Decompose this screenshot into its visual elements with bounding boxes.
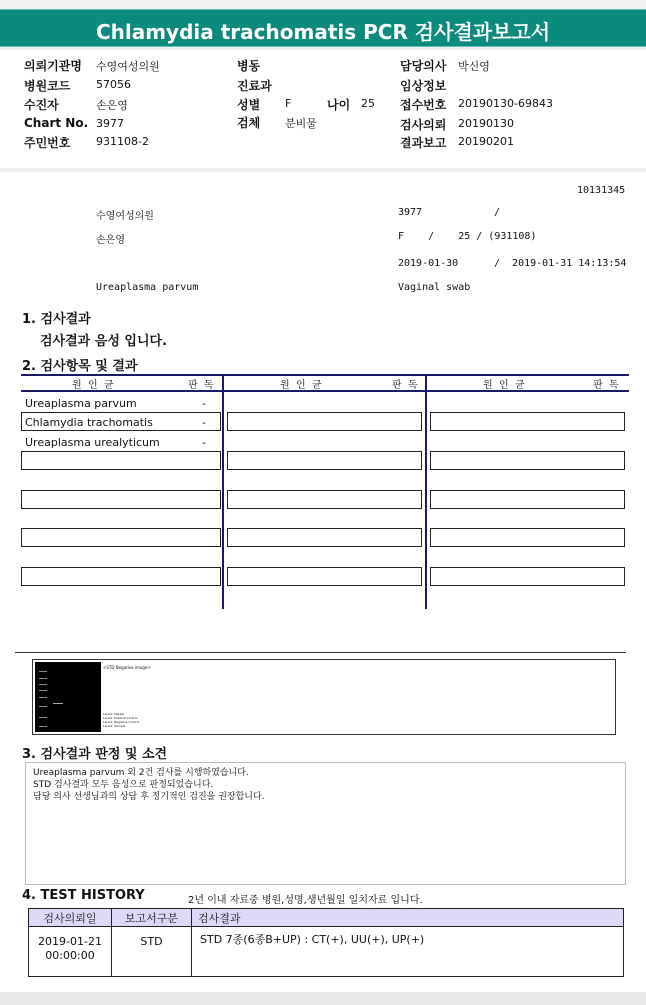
report-number: 10131345 [577,185,626,196]
section1-title: 1. 검사결과 [22,312,91,327]
label-requester: 의뢰기관명 [24,59,82,73]
empty-cell [430,451,625,470]
sheet-chart: 3977 [398,207,423,218]
empty-cell [21,528,221,547]
value-specimen: 분비물 [285,117,317,130]
value-hospital-code: 57056 [96,78,131,91]
value-requester: 수영여성의원 [96,60,160,73]
opinion-line: STD 검사결과 모두 음성으로 판정되었습니다. [33,780,214,790]
sheet-organism: Ureaplasma parvum [96,282,199,293]
history-header-date: 검사의뢰일 [29,909,112,927]
footer-strip [0,992,646,1005]
value-chart-no: 3977 [96,117,124,130]
history-header-row [29,909,624,927]
gel-legend-item: Lane2: Positive Control [103,716,138,720]
value-doctor: 박신영 [458,60,490,73]
label-request-date: 검사의뢰 [400,118,447,132]
sheet-specimen: Vaginal swab [398,282,471,293]
sheet-hospital: 수영여성의원 [96,211,154,222]
empty-cell [430,490,625,509]
col-header-result-3: 판 독 [593,380,619,391]
history-header-result: 검사결과 [192,909,624,927]
label-hospital-code: 병원코드 [24,79,71,93]
value-request-date: 20190130 [458,117,514,130]
result-row-value: - [202,436,206,449]
label-report-date: 결과보고 [400,136,447,150]
header-info [0,50,646,168]
section3-title: 3. 검사결과 판정 및 소견 [22,747,168,762]
sheet-patient: 손은영 [96,235,125,246]
empty-cell [430,567,625,586]
opinion-box [25,762,626,885]
result-row-name: Ureaplasma urealyticum [25,436,160,449]
gel-image-frame [32,659,616,735]
col-header-organism-3: 원 인 균 [483,380,525,391]
section4-title: 4. TEST HISTORY [22,888,145,903]
label-doctor: 담당의사 [400,59,447,73]
divider [15,652,626,653]
opinion-text [33,767,265,803]
sheet-date-received: 2019-01-30 [398,258,459,269]
opinion-line: Ureaplasma parvum 외 2건 검사를 시행하였습니다. [33,768,249,778]
label-patient: 수진자 [24,98,59,112]
label-resident-no: 주민번호 [24,136,71,150]
value-sex: F [285,97,292,110]
empty-cell [21,567,221,586]
empty-cell [227,412,422,431]
sheet-sex-age: F / 25 / (931108) [398,231,537,242]
report-sheet [0,172,646,992]
gel-legend-item: Lane1: Marker [103,712,125,716]
label-specimen: 검체 [237,116,261,130]
gel-caption: <STD Negative image> [103,665,151,670]
label-clinical-info: 임상정보 [400,79,447,93]
report-title-bar [0,9,646,47]
history-date: 2019-01-21 [38,935,102,948]
results-table-divider-1 [222,374,224,609]
value-patient: 손은영 [96,99,128,112]
col-header-organism-1: 원 인 균 [72,380,114,391]
gel-legend-item: Lane3: Negative Control [103,720,140,724]
result-row-name: Chlamydia trachomatis [25,416,153,429]
result-row-value: - [202,416,206,429]
value-resident-no: 931108-2 [96,135,149,148]
col-header-organism-2: 원 인 균 [280,380,322,391]
value-receipt-no: 20190130-69843 [458,97,553,110]
empty-cell [430,412,625,431]
gel-legend-item: Lane4: Sample [103,724,126,728]
empty-cell [227,567,422,586]
results-table-divider-2 [425,374,427,609]
history-time: 00:00:00 [45,949,95,962]
history-result: STD 7종(6종B+UP) : CT(+), UU(+), UP(+) [192,927,624,977]
history-table [28,908,624,977]
empty-cell [430,528,625,547]
gel-electrophoresis-image [35,662,101,732]
label-sex: 성별 [237,98,261,112]
sheet-chart-slash: / [494,207,501,218]
label-age: 나이 [327,98,351,112]
report-title: Chlamydia trachomatis PCR 검사결과보고서 [95,20,551,44]
empty-cell [21,451,221,470]
label-ward: 병동 [237,59,261,73]
history-row [29,927,624,977]
opinion-line: 담당 의사 선생님과의 상담 후 정기적인 검진을 권장합니다. [33,792,265,802]
history-type: STD [112,927,192,977]
result-row-value: - [202,397,206,410]
empty-cell [21,490,221,509]
empty-cell [227,490,422,509]
col-header-result-1: 판 독 [188,380,214,391]
sheet-date-reported: / 2019-01-31 14:13:54 [494,258,627,269]
col-header-result-2: 판 독 [392,380,418,391]
label-receipt-no: 접수번호 [400,98,447,112]
label-department: 진료과 [237,79,272,93]
section2-title: 2. 검사항목 및 결과 [22,359,138,374]
empty-cell [227,451,422,470]
result-row-name: Ureaplasma parvum [25,397,137,410]
label-chart-no: Chart No. [24,116,89,130]
history-header-type: 보고서구분 [112,909,192,927]
section1-text: 검사결과 음성 입니다. [40,334,168,349]
empty-cell [227,528,422,547]
history-note: 2년 이내 자료중 병원,성명,생년월일 일치자료 입니다. [188,895,423,906]
value-report-date: 20190201 [458,135,514,148]
value-age: 25 [361,97,375,110]
